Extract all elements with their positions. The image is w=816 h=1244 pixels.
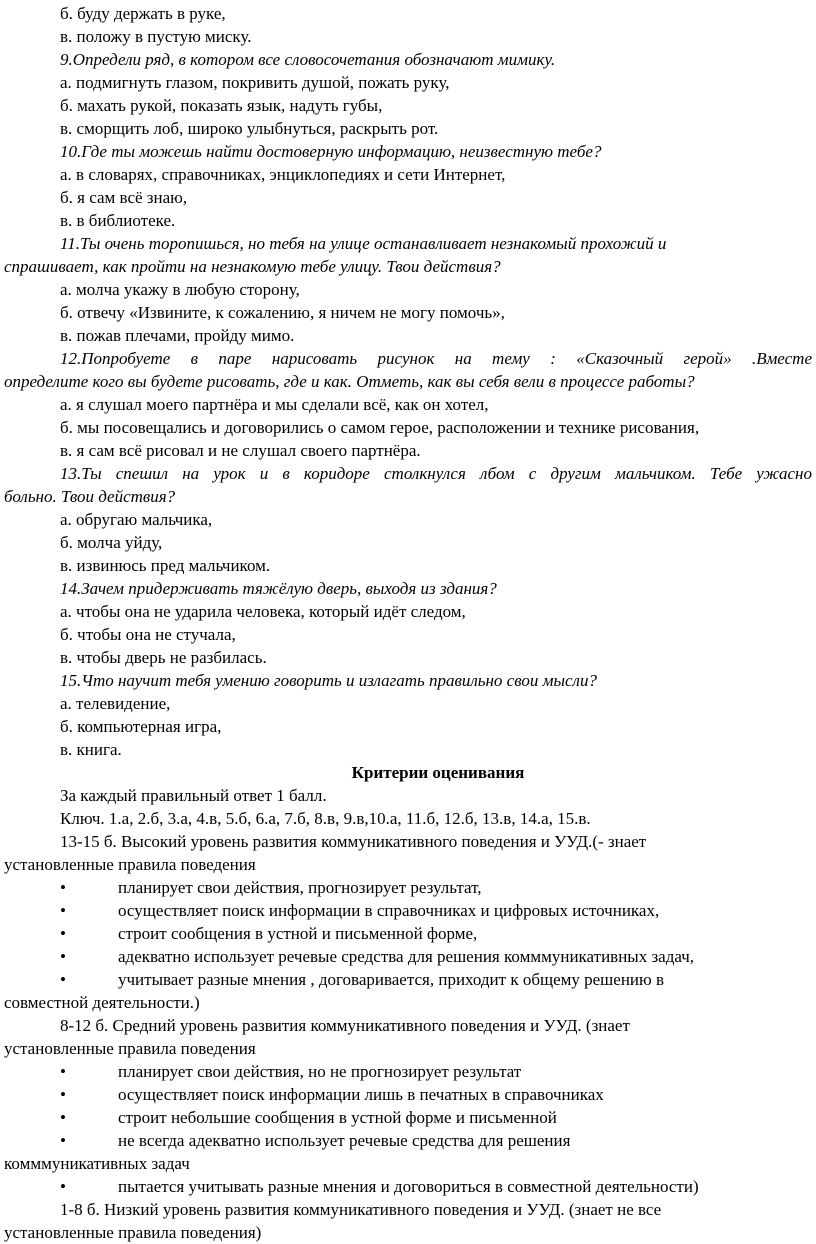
bullet-icon: • <box>60 970 66 989</box>
answer-line: в. пожав плечами, пройду мимо. <box>60 326 295 345</box>
answer-line: в. в библиотеке. <box>60 211 176 230</box>
question-13: 13.Ты спешил на урок и в коридоре столкнулся лбом с другим мальчиком. Тебе ужасно <box>60 464 812 483</box>
answer-line: в. чтобы дверь не разбилась. <box>60 648 267 667</box>
criteria-item: осуществляет поиск информации в справочниках и цифровых источниках, <box>118 901 660 920</box>
answer-line: б. отвечу «Извините, к сожалению, я ничем не могу помочь», <box>60 303 505 322</box>
level-low-title-cont: установленные правила поведения) <box>4 1223 262 1242</box>
bullet-icon: • <box>60 1131 66 1150</box>
level-low-title: 1-8 б. Низкий уровень развития коммуникативного поведения и УУД. (знает не все <box>60 1200 662 1219</box>
bullet-icon: • <box>60 1085 66 1104</box>
answer-line: а. я слушал моего партнёра и мы сделали всё, как он хотел, <box>60 395 489 414</box>
criteria-item-cont: комммуникативных задач <box>4 1154 190 1173</box>
question-15: 15.Что научит тебя умению говорить и излагать правильно свои мысли? <box>60 671 597 690</box>
criteria-item: осуществляет поиск информации лишь в печатных в справочниках <box>118 1085 604 1104</box>
level-mid-title-cont: установленные правила поведения <box>4 1039 256 1058</box>
criteria-item: планирует свои действия, прогнозирует результат, <box>118 878 482 897</box>
level-high-title-cont: установленные правила поведения <box>4 855 256 874</box>
level-mid-title: 8-12 б. Средний уровень развития коммуникативного поведения и УУД. (знает <box>60 1016 630 1035</box>
answer-line: а. обругаю мальчика, <box>60 510 213 529</box>
answer-line: в. книга. <box>60 740 122 759</box>
bullet-icon: • <box>60 1062 66 1081</box>
criteria-item: пытается учитывать разные мнения и договориться в совместной деятельности) <box>118 1177 699 1196</box>
answer-line: б. молча уйду, <box>60 533 163 552</box>
answer-line: в. извинюсь пред мальчиком. <box>60 556 271 575</box>
question-12-cont: определите кого вы будете рисовать, где и как. Отметь, как вы себя вели в процессе работы? <box>4 372 695 391</box>
question-12: 12.Попробуете в паре нарисовать рисунок на тему : «Сказочный герой» .Вместе <box>60 349 812 368</box>
criteria-item: строит небольшие сообщения в устной форме и письменной <box>118 1108 557 1127</box>
question-11: 11.Ты очень торопишься, но тебя на улице останавливает незнакомый прохожий и <box>60 234 667 253</box>
question-14: 14.Зачем придерживать тяжёлую дверь, выходя из здания? <box>60 579 497 598</box>
criteria-item-cont: совместной деятельности.) <box>4 993 200 1012</box>
bullet-icon: • <box>60 878 66 897</box>
answer-line: б. чтобы она не стучала, <box>60 625 236 644</box>
answer-key: Ключ. 1.а, 2.б, 3.а, 4.в, 5.б, 6.а, 7.б, 8.в, 9.в,10.а, 11.б, 12.б, 13.в, 14.а, 15.в. <box>60 809 591 828</box>
bullet-icon: • <box>60 924 66 943</box>
answer-line: б. буду держать в руке, <box>60 4 226 23</box>
answer-line: а. в словарях, справочниках, энциклопедиях и сети Интернет, <box>60 165 506 184</box>
criteria-item: планирует свои действия, но не прогнозирует результат <box>118 1062 522 1081</box>
answer-line: а. чтобы она не ударила человека, который идёт следом, <box>60 602 466 621</box>
answer-line: в. сморщить лоб, широко улыбнуться, раскрыть рот. <box>60 119 439 138</box>
criteria-item: адекватно использует речевые средства для решения комммуникативных задач, <box>118 947 695 966</box>
question-9: 9.Определи ряд, в котором все словосочетания обозначают мимику. <box>60 50 556 69</box>
criteria-point: За каждый правильный ответ 1 балл. <box>60 786 327 805</box>
bullet-icon: • <box>60 947 66 966</box>
bullet-icon: • <box>60 1108 66 1127</box>
criteria-heading: Критерии оценивания <box>351 763 525 782</box>
question-13-cont: больно. Твои действия? <box>4 487 176 506</box>
answer-line: б. я сам всё знаю, <box>60 188 188 207</box>
answer-line: б. мы посовещались и договорились о самом герое, расположении и технике рисования, <box>60 418 700 437</box>
criteria-item: учитывает разные мнения , договаривается, приходит к общему решению в <box>118 970 664 989</box>
answer-line: а. молча укажу в любую сторону, <box>60 280 300 299</box>
criteria-item: строит сообщения в устной и письменной форме, <box>118 924 478 943</box>
answer-line: в. я сам всё рисовал и не слушал своего партнёра. <box>60 441 421 460</box>
bullet-icon: • <box>60 1177 66 1196</box>
question-11-cont: спрашивает, как пройти на незнакомую тебе улицу. Твои действия? <box>4 257 501 276</box>
answer-line: а. телевидение, <box>60 694 171 713</box>
answer-line: б. компьютерная игра, <box>60 717 222 736</box>
answer-line: б. махать рукой, показать язык, надуть губы, <box>60 96 383 115</box>
criteria-item: не всегда адекватно использует речевые средства для решения <box>118 1131 571 1150</box>
question-10: 10.Где ты можешь найти достоверную информацию, неизвестную тебе? <box>60 142 602 161</box>
bullet-icon: • <box>60 901 66 920</box>
level-high-title: 13-15 б. Высокий уровень развития коммуникативного поведения и УУД.(- знает <box>60 832 647 851</box>
answer-line: а. подмигнуть глазом, покривить душой, пожать руку, <box>60 73 450 92</box>
answer-line: в. положу в пустую миску. <box>60 27 252 46</box>
